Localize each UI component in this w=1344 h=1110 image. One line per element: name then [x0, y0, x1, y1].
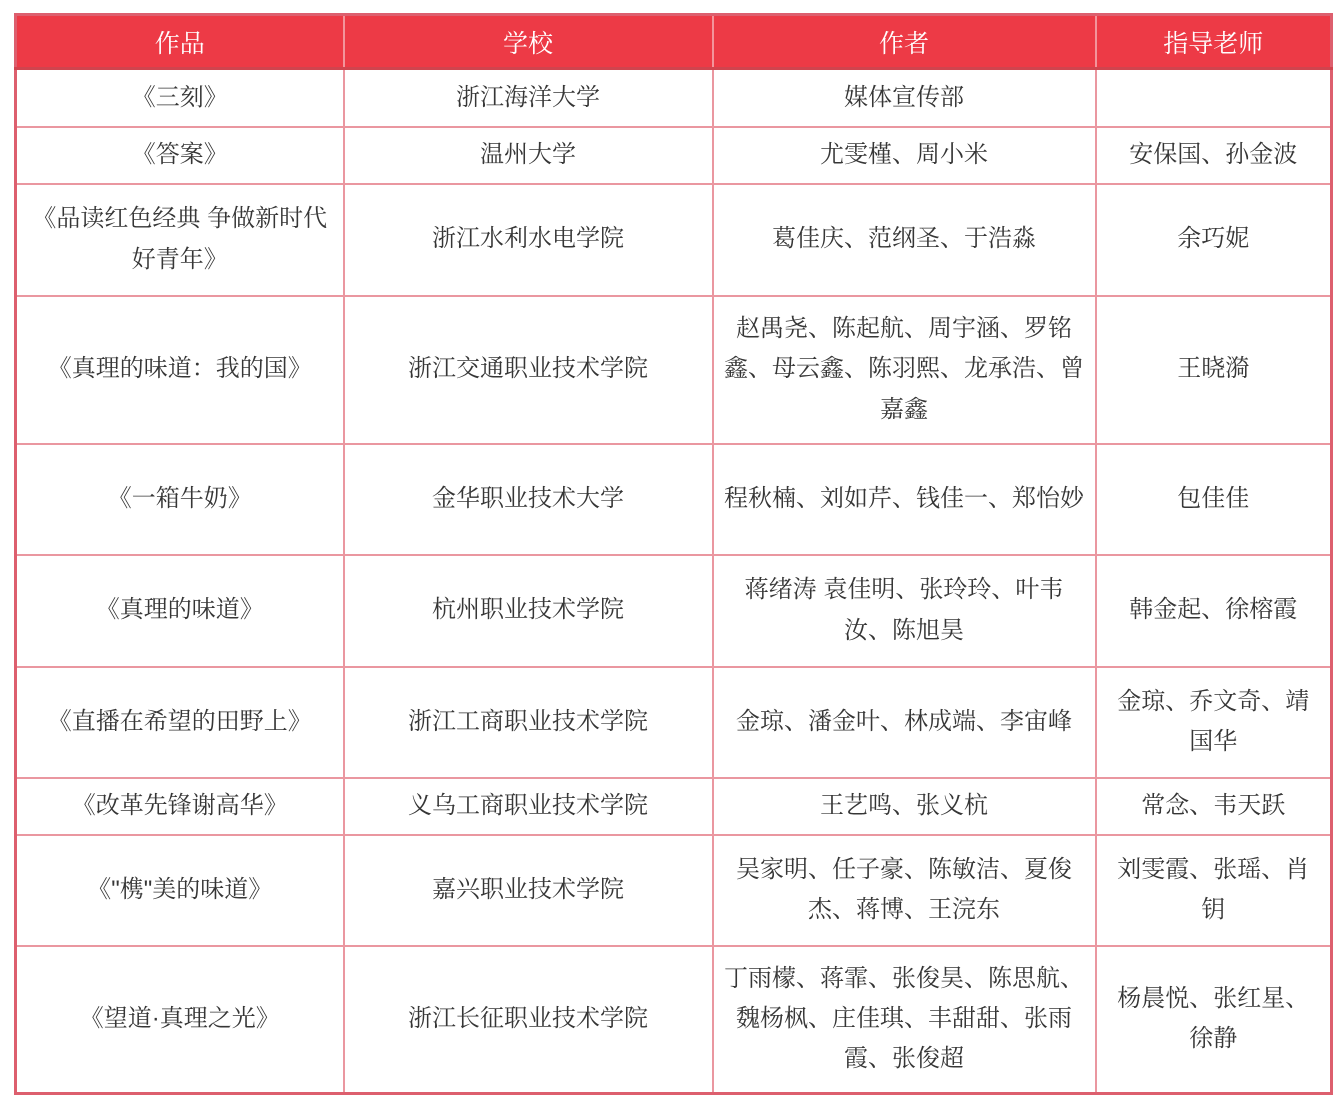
table-row: [16, 127, 1332, 184]
cell-advisors: 余巧妮: [1096, 184, 1332, 296]
cell-school: 浙江海洋大学: [344, 69, 713, 127]
cell-work: 《"槜"美的味道》: [16, 835, 344, 946]
column-header-authors: 作者: [713, 15, 1096, 69]
cell-school: 杭州职业技术学院: [344, 555, 713, 667]
table-row: [16, 296, 1332, 444]
cell-work: 《真理的味道：我的国》: [16, 296, 344, 444]
cell-authors: 金琼、潘金叶、林成端、李宙峰: [713, 667, 1096, 778]
cell-authors: 蒋绪涛 袁佳明、张玲玲、叶韦汝、陈旭昊: [713, 555, 1096, 667]
awards-table: [14, 13, 1333, 1095]
table-row: [16, 184, 1332, 296]
cell-authors: 王艺鸣、张义杭: [713, 778, 1096, 835]
cell-work: 《改革先锋谢高华》: [16, 778, 344, 835]
cell-advisors: 韩金起、徐榕霞: [1096, 555, 1332, 667]
column-header-advisors: 指导老师: [1096, 15, 1332, 69]
cell-school: 浙江交通职业技术学院: [344, 296, 713, 444]
header-row: [16, 15, 1332, 69]
cell-authors: 吴家明、任子豪、陈敏洁、夏俊杰、蒋博、王浣东: [713, 835, 1096, 946]
table-row: [16, 69, 1332, 127]
cell-work: 《品读红色经典 争做新时代好青年》: [16, 184, 344, 296]
cell-school: 嘉兴职业技术学院: [344, 835, 713, 946]
cell-advisors: 刘雯霞、张瑶、肖钥: [1096, 835, 1332, 946]
table-row: [16, 778, 1332, 835]
table-row: [16, 946, 1332, 1094]
cell-work: 《直播在希望的田野上》: [16, 667, 344, 778]
table-row: [16, 667, 1332, 778]
cell-authors: 丁雨檬、蒋霏、张俊昊、陈思航、魏杨枫、庄佳琪、丰甜甜、张雨霞、张俊超: [713, 946, 1096, 1094]
column-header-school: 学校: [344, 15, 713, 69]
cell-work: 《答案》: [16, 127, 344, 184]
cell-school: 浙江长征职业技术学院: [344, 946, 713, 1094]
cell-authors: 程秋楠、刘如芹、钱佳一、郑怡妙: [713, 444, 1096, 555]
column-header-work: 作品: [16, 15, 344, 69]
cell-advisors: 金琼、乔文奇、靖国华: [1096, 667, 1332, 778]
cell-authors: 葛佳庆、范纲圣、于浩淼: [713, 184, 1096, 296]
table-row: [16, 835, 1332, 946]
cell-school: 浙江工商职业技术学院: [344, 667, 713, 778]
cell-authors: 媒体宣传部: [713, 69, 1096, 127]
cell-advisors: 包佳佳: [1096, 444, 1332, 555]
cell-authors: 赵禺尧、陈起航、周宇涵、罗铭鑫、母云鑫、陈羽熙、龙承浩、曾嘉鑫: [713, 296, 1096, 444]
table-row: [16, 444, 1332, 555]
cell-advisors: 安保国、孙金波: [1096, 127, 1332, 184]
cell-school: 温州大学: [344, 127, 713, 184]
cell-work: 《真理的味道》: [16, 555, 344, 667]
cell-work: 《望道·真理之光》: [16, 946, 344, 1094]
cell-advisors: 王晓漪: [1096, 296, 1332, 444]
cell-school: 义乌工商职业技术学院: [344, 778, 713, 835]
cell-authors: 尤雯槿、周小米: [713, 127, 1096, 184]
cell-work: 《一箱牛奶》: [16, 444, 344, 555]
cell-advisors: 常念、韦天跃: [1096, 778, 1332, 835]
cell-work: 《三刻》: [16, 69, 344, 127]
cell-advisors: [1096, 69, 1332, 127]
cell-school: 金华职业技术大学: [344, 444, 713, 555]
table-row: [16, 555, 1332, 667]
cell-advisors: 杨晨悦、张红星、徐静: [1096, 946, 1332, 1094]
cell-school: 浙江水利水电学院: [344, 184, 713, 296]
